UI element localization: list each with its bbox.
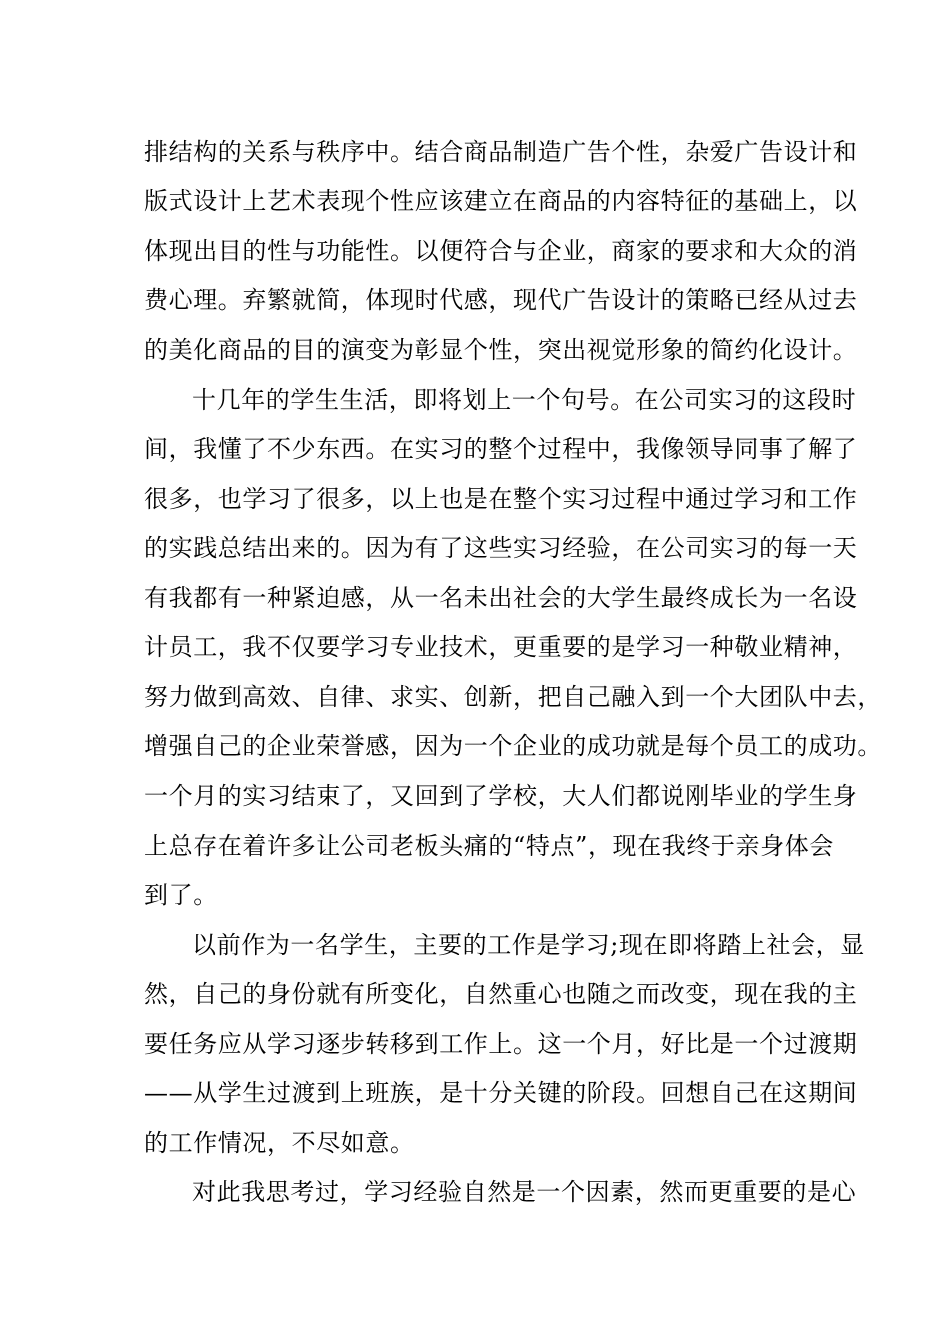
text-line: 要任务应从学习逐步转移到工作上。这一个月，好比是一个过渡期	[144, 1030, 858, 1058]
text-line: 间，我懂了不少东西。在实习的整个过程中，我像领导同事了解了	[144, 435, 858, 463]
paragraph-first-line: 对此我思考过，学习经验自然是一个因素，然而更重要的是心	[192, 1178, 857, 1206]
text-line: 很多，也学习了很多，以上也是在整个实习过程中通过学习和工作	[144, 485, 858, 513]
text-line: 排结构的关系与秩序中。结合商品制造广告个性，杂爱广告设计和	[144, 138, 858, 166]
text-line: 的美化商品的目的演变为彰显个性，突出视觉形象的简约化设计。	[144, 336, 858, 364]
text-line: 一个月的实习结束了，又回到了学校，大人们都说刚毕业的学生身	[144, 782, 858, 810]
paragraph-first-line: 以前作为一名学生，主要的工作是学习;现在即将踏上社会，显	[192, 931, 865, 959]
paragraph-first-line: 十几年的学生生活，即将划上一个句号。在公司实习的这段时	[192, 386, 857, 414]
text-line: 的工作情况，不尽如意。	[144, 1129, 415, 1157]
text-line: 体现出目的性与功能性。以便符合与企业，商家的要求和大众的消	[144, 237, 858, 265]
text-line: 努力做到高效、自律、求实、创新，把自己融入到一个大团队中去，	[144, 683, 882, 711]
text-line: 有我都有一种紧迫感，从一名未出社会的大学生最终成长为一名设	[144, 584, 858, 612]
text-line: 到了。	[144, 881, 218, 909]
text-line: 然，自己的身份就有所变化，自然重心也随之而改变，现在我的主	[144, 980, 858, 1008]
text-line: 费心理。弃繁就简，体现时代感，现代广告设计的策略已经从过去	[144, 286, 858, 314]
text-line: 的实践总结出来的。因为有了这些实习经验，在公司实习的每一天	[144, 534, 858, 562]
text-line: ——从学生过渡到上班族，是十分关键的阶段。回想自己在这期间	[144, 1079, 858, 1107]
text-line: 增强自己的企业荣誉感，因为一个企业的成功就是每个员工的成功。	[144, 732, 882, 760]
text-line: 版式设计上艺术表现个性应该建立在商品的内容特征的基础上，以	[144, 187, 858, 215]
text-line: 上总存在着许多让公司老板头痛的“特点”，现在我终于亲身体会	[144, 832, 834, 860]
text-line: 计员工，我不仅要学习专业技术，更重要的是学习一种敬业精神，	[144, 633, 858, 661]
